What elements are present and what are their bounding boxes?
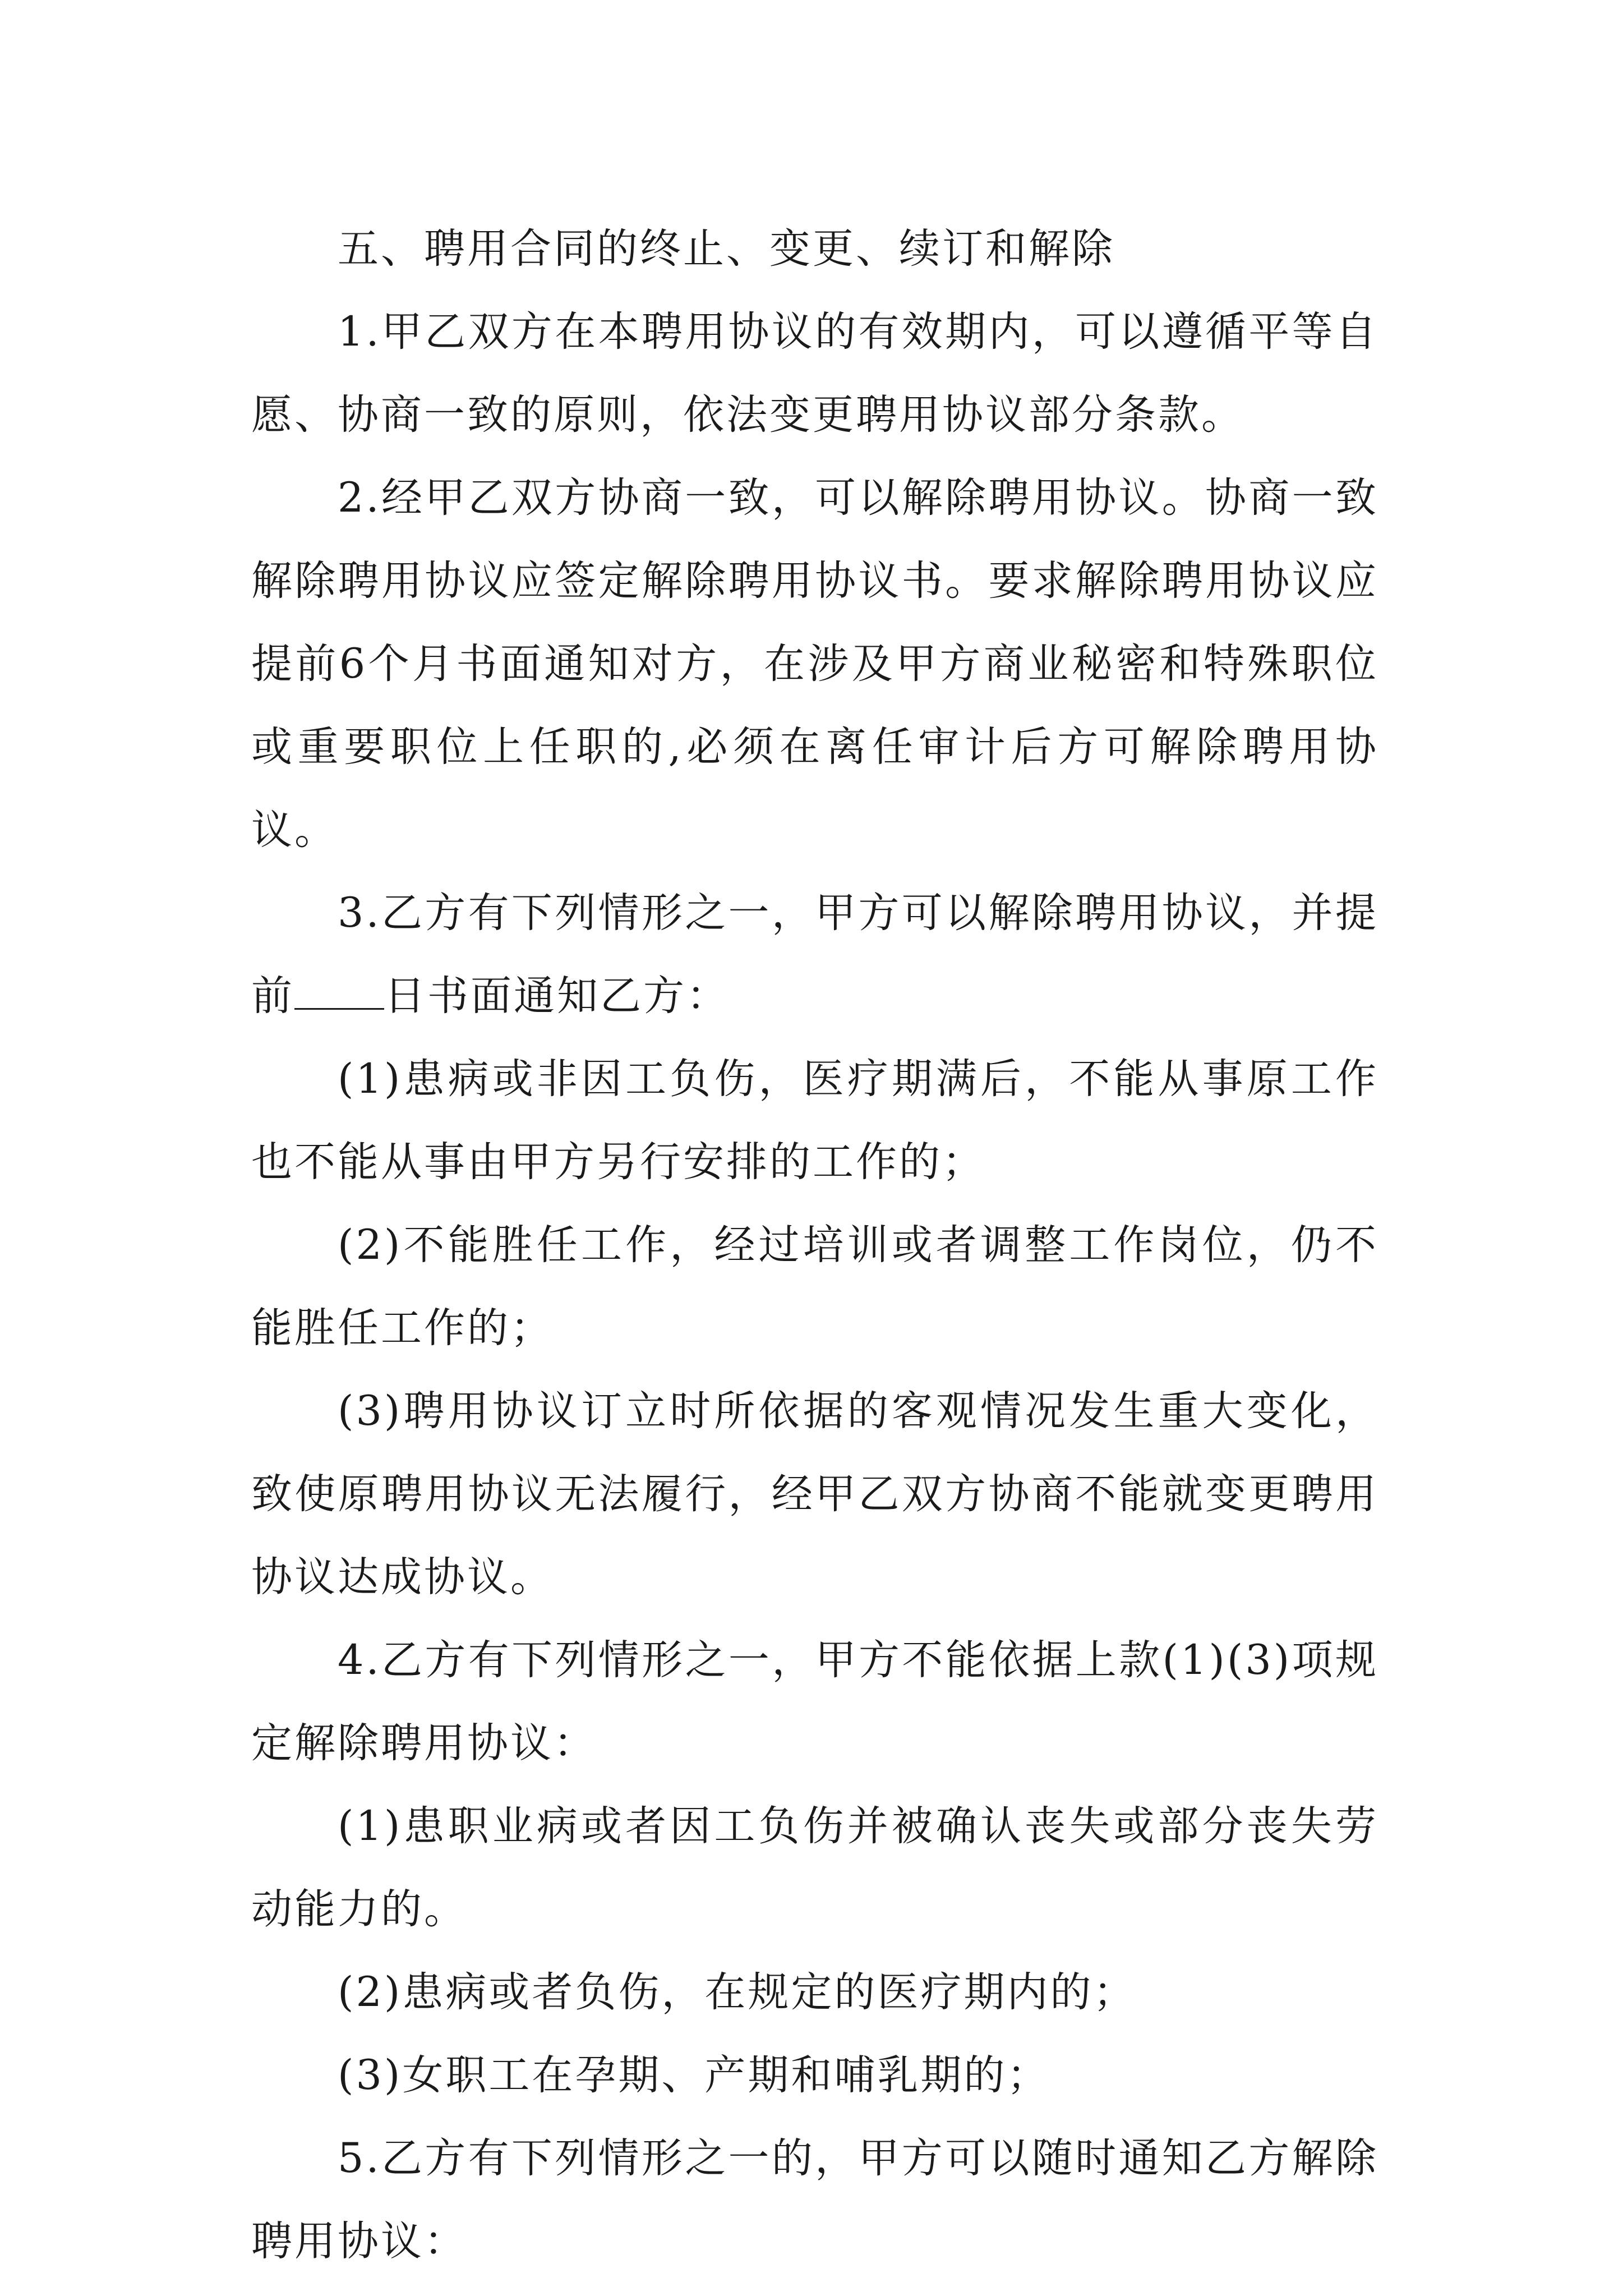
- clause-3-paragraph: [251, 872, 1378, 1038]
- clause-3-item-3: (3)聘用协议订立时所依据的客观情况发生重大变化，致使原聘用协议无法履行，经甲乙双方协商不能就变更聘用协议达成协议。: [251, 1387, 1378, 1601]
- document-body: [251, 208, 1378, 2283]
- clause-4-item-1: (1)患职业病或者因工负伤并被确认丧失或部分丧失劳动能力的。: [251, 1802, 1378, 1933]
- section-heading: 五、聘用合同的终止、变更、续订和解除: [338, 225, 1115, 273]
- clause-1-paragraph: 1.甲乙双方在本聘用协议的有效期内，可以遵循平等自愿、协商一致的原则，依法变更聘用协议部分条款。: [251, 308, 1378, 439]
- clause-3-item-1: (1)患病或非因工负伤，医疗期满后，不能从事原工作也不能从事由甲方另行安排的工作的；: [251, 1055, 1378, 1186]
- clause-5-paragraph: 5.乙方有下列情形之一的，甲方可以随时通知乙方解除聘用协议：: [251, 2134, 1378, 2265]
- clause-4-item-2: (2)患病或者负伤，在规定的医疗期内的；: [338, 1968, 1137, 2016]
- clause-4-item-3: (3)女职工在孕期、产期和哺乳期的；: [338, 2051, 1050, 2099]
- clause-4-paragraph: 4.乙方有下列情形之一，甲方不能依据上款(1)(3)项规定解除聘用协议：: [251, 1636, 1378, 1767]
- fill-in-blank: [294, 974, 384, 1010]
- clause-3-item-2: (2)不能胜任工作，经过培训或者调整工作岗位，仍不能胜任工作的；: [251, 1221, 1378, 1352]
- clause-3-text-before-blank: 3.乙方有下列情形之一，甲方可以解除聘用协议，并提前: [251, 889, 1378, 1020]
- clause-3-text-after-blank: 日书面通知乙方：: [384, 972, 730, 1020]
- clause-2-paragraph: 2.经甲乙双方协商一致，可以解除聘用协议。协商一致解除聘用协议应签定解除聘用协议书。要求解除聘用协议应提前6个月书面通知对方，在涉及甲方商业秘密和特殊职位或重要职位上任职的,必须在离任审计后方可解除聘用协议。: [251, 474, 1378, 854]
